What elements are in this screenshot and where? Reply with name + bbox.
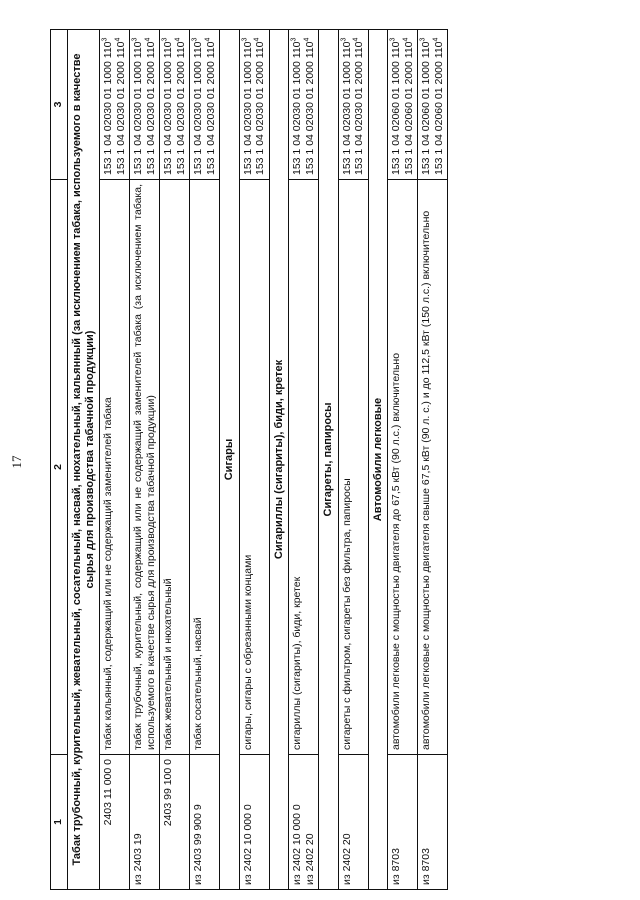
- budget-code-cell: [418, 30, 448, 180]
- budget-code-footnote: 4: [303, 37, 310, 42]
- budget-code: [205, 34, 218, 175]
- budget-code: [162, 34, 175, 175]
- budget-code: [420, 34, 433, 175]
- section-title: Сигареты, папиросы: [319, 30, 339, 890]
- goods-description: табак кальянный, содержащий или не содержащий заменителей табака: [100, 180, 130, 755]
- goods-description: табак жевательный и нюхательный: [160, 180, 190, 755]
- budget-code-main: 153 1 04 02030 01 2000 110: [353, 41, 365, 175]
- budget-code: [145, 34, 158, 175]
- tn-ved-code: 2403 99 100 0: [160, 755, 190, 890]
- table-row: [160, 30, 190, 890]
- budget-code-footnote: 4: [253, 37, 261, 42]
- tn-ved-code: из 2402 10 000 0 из 2402 20: [289, 755, 319, 890]
- budget-code-cell: [239, 30, 269, 180]
- budget-code-footnote: 4: [432, 37, 439, 42]
- budget-code-cell: [100, 30, 130, 180]
- section-title: Сигариллы (сигариты), биди, кретек: [269, 30, 289, 890]
- budget-code: [102, 34, 115, 175]
- budget-code-main: 153 1 04 02030 01 1000 110: [162, 41, 174, 175]
- budget-code-main: 153 1 04 02060 01 1000 110: [420, 41, 432, 175]
- budget-code-main: 153 1 04 02060 01 2000 110: [432, 41, 445, 175]
- budget-code-footnote: 4: [144, 37, 151, 42]
- budget-code: [115, 34, 128, 175]
- budget-code-cell: [338, 30, 368, 180]
- table-row: [190, 30, 220, 890]
- table-row: [418, 30, 448, 890]
- section-row: [269, 30, 289, 890]
- budget-code-cell: [289, 30, 319, 180]
- budget-code-footnote: 4: [204, 37, 211, 42]
- tn-ved-code: из 2402 10 000 0: [239, 755, 269, 890]
- budget-code: [192, 34, 205, 175]
- table-row: [100, 30, 130, 890]
- budget-code-footnote: 4: [352, 37, 360, 42]
- budget-code: [390, 34, 403, 175]
- table-row: [130, 30, 160, 890]
- customs-codes-table: [50, 29, 448, 890]
- page-number: 17: [9, 455, 24, 469]
- section-row: [220, 30, 240, 890]
- section-title: Сигары: [220, 30, 240, 890]
- budget-code: [304, 34, 317, 175]
- table-row: [239, 30, 269, 890]
- table-row: [289, 30, 319, 890]
- budget-code-cell: [388, 30, 418, 180]
- section-row: [368, 30, 388, 890]
- budget-code-cell: [190, 30, 220, 180]
- budget-code: [175, 34, 188, 175]
- budget-code-footnote: 4: [174, 37, 181, 42]
- column-number-2: 2: [51, 180, 68, 755]
- budget-code-footnote: 3: [161, 37, 169, 42]
- table-row: [338, 30, 368, 890]
- section-row: [319, 30, 339, 890]
- column-number-3: 3: [51, 30, 68, 180]
- budget-code-footnote: 3: [340, 37, 347, 42]
- budget-code-footnote: 3: [191, 37, 199, 42]
- budget-code-footnote: 3: [241, 37, 248, 42]
- budget-code-footnote: 4: [402, 37, 409, 42]
- budget-code: [353, 34, 366, 175]
- budget-code: [403, 34, 416, 175]
- budget-code-main: 153 1 04 02030 01 1000 110: [192, 41, 204, 175]
- budget-code-main: 153 1 04 02030 01 1000 110: [132, 41, 144, 175]
- budget-code: [433, 34, 446, 175]
- goods-description: табак сосательный, насвай: [190, 180, 220, 755]
- budget-code-footnote: 3: [389, 37, 397, 42]
- budget-code: [254, 34, 267, 175]
- goods-description: сигареты с фильтром, сигареты без фильтра, папиросы: [338, 180, 368, 755]
- budget-code-main: 153 1 04 02030 01 1000 110: [291, 41, 303, 175]
- budget-code-main: 153 1 04 02030 01 1000 110: [241, 41, 254, 175]
- tn-ved-code: из 8703: [418, 755, 448, 890]
- budget-code-footnote: 3: [101, 37, 109, 42]
- budget-code-main: 153 1 04 02030 01 2000 110: [144, 41, 157, 175]
- budget-code-main: 153 1 04 02030 01 2000 110: [204, 41, 217, 175]
- goods-description: автомобили легковые с мощностью двигателя свыше 67,5 кВт (90 л. с.) и до 112,5 кВт (150 л.с.) включительно: [418, 180, 448, 755]
- rotated-table-container: [50, 30, 630, 890]
- tn-ved-code: из 8703: [388, 755, 418, 890]
- column-number-row: [51, 30, 68, 890]
- budget-code: [291, 34, 304, 175]
- section-row: [68, 30, 100, 890]
- budget-code-footnote: 3: [131, 37, 139, 42]
- budget-code-main: 153 1 04 02030 01 1000 110: [340, 41, 353, 175]
- budget-code-footnote: 4: [114, 37, 121, 42]
- column-number-1: 1: [51, 755, 68, 890]
- goods-description: сигары, сигары с обрезанными концами: [239, 180, 269, 755]
- budget-code-footnote: 3: [290, 37, 298, 42]
- budget-code: [341, 34, 354, 175]
- budget-code: [132, 34, 145, 175]
- budget-code-main: 153 1 04 02030 01 1000 110: [102, 41, 114, 175]
- goods-description: автомобили легковые с мощностью двигателя до 67,5 кВт (90 л.с.) включительно: [388, 180, 418, 755]
- section-title: Автомобили легковые: [368, 30, 388, 890]
- budget-code-cell: [130, 30, 160, 180]
- budget-code: [242, 34, 255, 175]
- budget-code-main: 153 1 04 02060 01 1000 110: [390, 41, 402, 175]
- tn-ved-code: из 2403 19: [130, 755, 160, 890]
- goods-description: сигариллы (сигариты), биди, кретек: [289, 180, 319, 755]
- goods-description: табак трубочный, курительный, содержащий или не содержащий заменителей табака (за исключением табака, используемого в качестве сырья для производства табачной продукции): [130, 180, 160, 755]
- table-row: [388, 30, 418, 890]
- budget-code-main: 153 1 04 02030 01 2000 110: [254, 41, 266, 175]
- tn-ved-code: 2403 11 000 0: [100, 755, 130, 890]
- budget-code-footnote: 3: [419, 37, 427, 42]
- section-title: Табак трубочный, курительный, жевательный, сосательный, насвай, нюхательный, кальянный (за исключением табака, используемого в качестве сырья для производства табачной продукции): [68, 30, 100, 890]
- tn-ved-code: из 2402 20: [338, 755, 368, 890]
- budget-code-main: 153 1 04 02030 01 2000 110: [114, 41, 127, 175]
- tn-ved-code: из 2403 99 900 9: [190, 755, 220, 890]
- budget-code-main: 153 1 04 02030 01 2000 110: [174, 41, 187, 175]
- budget-code-main: 153 1 04 02060 01 2000 110: [402, 41, 415, 175]
- budget-code-cell: [160, 30, 190, 180]
- budget-code-main: 153 1 04 02030 01 2000 110: [303, 41, 316, 175]
